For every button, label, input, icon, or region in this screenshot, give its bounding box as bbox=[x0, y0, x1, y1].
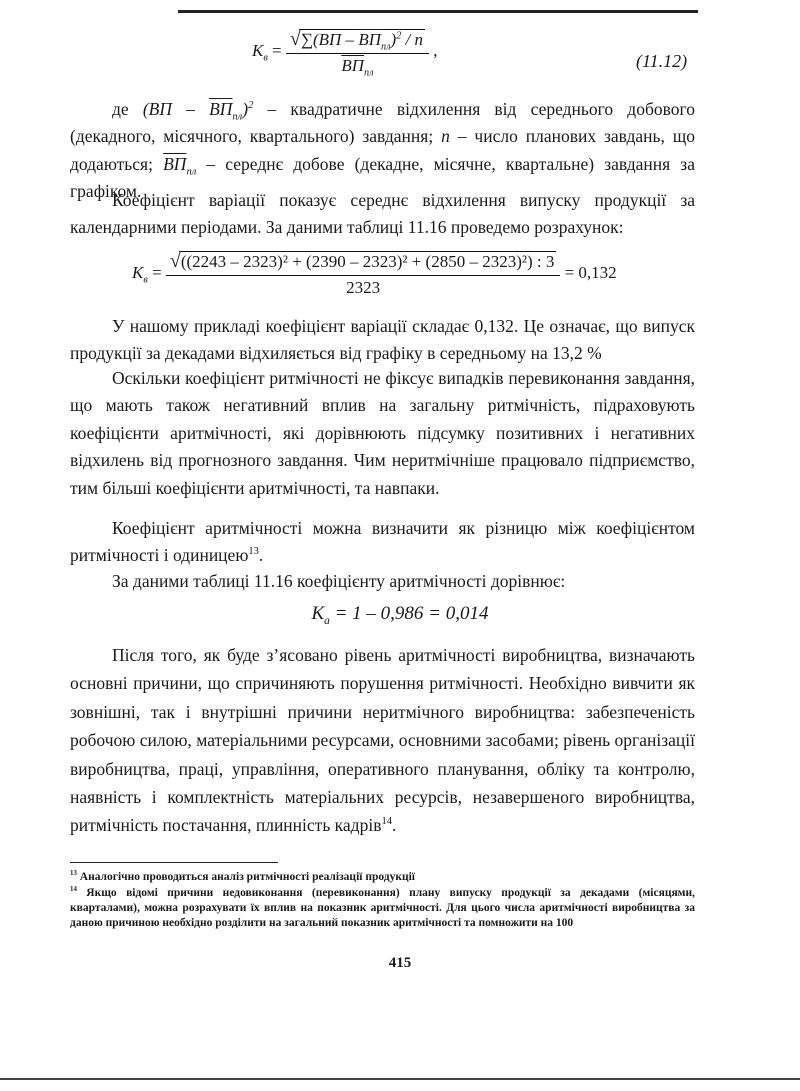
formula-lhs: $K_в$ bbox=[252, 40, 268, 64]
formula-variation-coefficient: $K_в$ = $\frac{√\sum(ВП - ВП_{пл})^2 / n}{ВП_{пл}}$ , bbox=[252, 28, 438, 79]
paragraph-variation-result: У нашому прикладі коефіцієнт варіації складає 0,132. Це означає, що випуск продукції за декадами відхиляється від графіку в середньому на 13,2 % bbox=[70, 316, 695, 364]
footnote-rule bbox=[70, 862, 278, 863]
footnote-14: $^{14}$ Якщо відомі причини недовиконання (перевиконання) плану випуску продукції за декадами (місяцями, кварталами), можна розрахувати їх вплив на показник аритмічності. Для цього числа аритмічності виробництва за даною причиною необхідно розділити на загальний показник аритмічності та помножити на 100 bbox=[70, 886, 695, 929]
page-number: 415 bbox=[388, 955, 412, 971]
formula-fraction: $\frac{√\sum(ВП - ВП_{пл})^2 / n}{ВП_{пл}}$ bbox=[286, 28, 429, 76]
paragraph-arrhythmia-definition: Коефіцієнт аритмічності можна визначити як різницю між коефіцієнтом ритмічності і одиницею$^{13}$. bbox=[70, 518, 695, 566]
paragraph-causes: Після того, як буде з’ясовано рівень аритмічності виробництва, визначають основні причини, що спричиняють порушення ритмічності. Необхідно вивчити як зовнішні, так і внутрішні причини неритмічного виробництва: забезпеченість робочою силою, матеріальними ресурсами, основними засобами; рівень організації виробництва, праці, управління, оперативного планування, обліку та контролю, наявність і комплектність матеріальних ресурсів, незавершеного виробництва, ритмічність постачання, плинність кадрів$^{14}$. bbox=[70, 645, 695, 836]
footnote-13: $^{13}$ Аналогічно проводиться аналіз ритмічності реалізації продукції bbox=[70, 870, 415, 883]
formula-calc-fraction: $\frac{\text{√((2243 – 2323)² + (2390 – 2323)² + (2850 – 2323)²) : 3}}{2323}$ bbox=[166, 250, 560, 298]
formula-calc-lhs: $K_в$ bbox=[132, 262, 148, 286]
paragraph-arrhythmia: Оскільки коефіцієнт ритмічності не фіксує випадків перевиконання завдання, що мають також негативний вплив на загальну ритмічність, підраховують коефіцієнти аритмічності, які дорівнюють підсумку позитивних і негативних відхилень від прогнозного завдання. Чим неритмічніше працювало підприємство, тим більші коефіцієнти аритмічності, та навпаки. bbox=[70, 368, 695, 498]
formula-calc-result: = 0,132 bbox=[564, 262, 617, 282]
bottom-rule bbox=[0, 1078, 800, 1080]
equation-number: (11.12) bbox=[636, 51, 688, 71]
paragraph-arrhythmia-value: За даними таблиці 11.16 коефіцієнту аритмічності дорівнює: bbox=[112, 571, 566, 591]
top-rule bbox=[178, 10, 698, 13]
formula-arrhythmia: $К_а = 1 - 0,986 = 0,014$ bbox=[311, 603, 489, 627]
paragraph-variation-intro: Коефіцієнт варіації показує середнє відхилення випуску продукції за календарними періодами. За даними таблиці 11.16 проведемо розрахунок: bbox=[70, 190, 695, 238]
formula-variation-calculation: $K_в$ = $\frac{\text{√((2243 – 2323)² + (2390 – 2323)² + (2850 – 2323)²) : 3}}{2323}$ = 0,132 bbox=[132, 250, 617, 297]
paragraph-definitions: де $(ВП - ВП_{пл})^2$ – квадратичне відхилення від середнього добового (декадного, місячного, квартального) завдання; n – число планових завдань, що додаються; $ВП_{пл}$ – середнє добове (декадне, місячне, квартальне) завдання за графіком. bbox=[70, 99, 696, 202]
